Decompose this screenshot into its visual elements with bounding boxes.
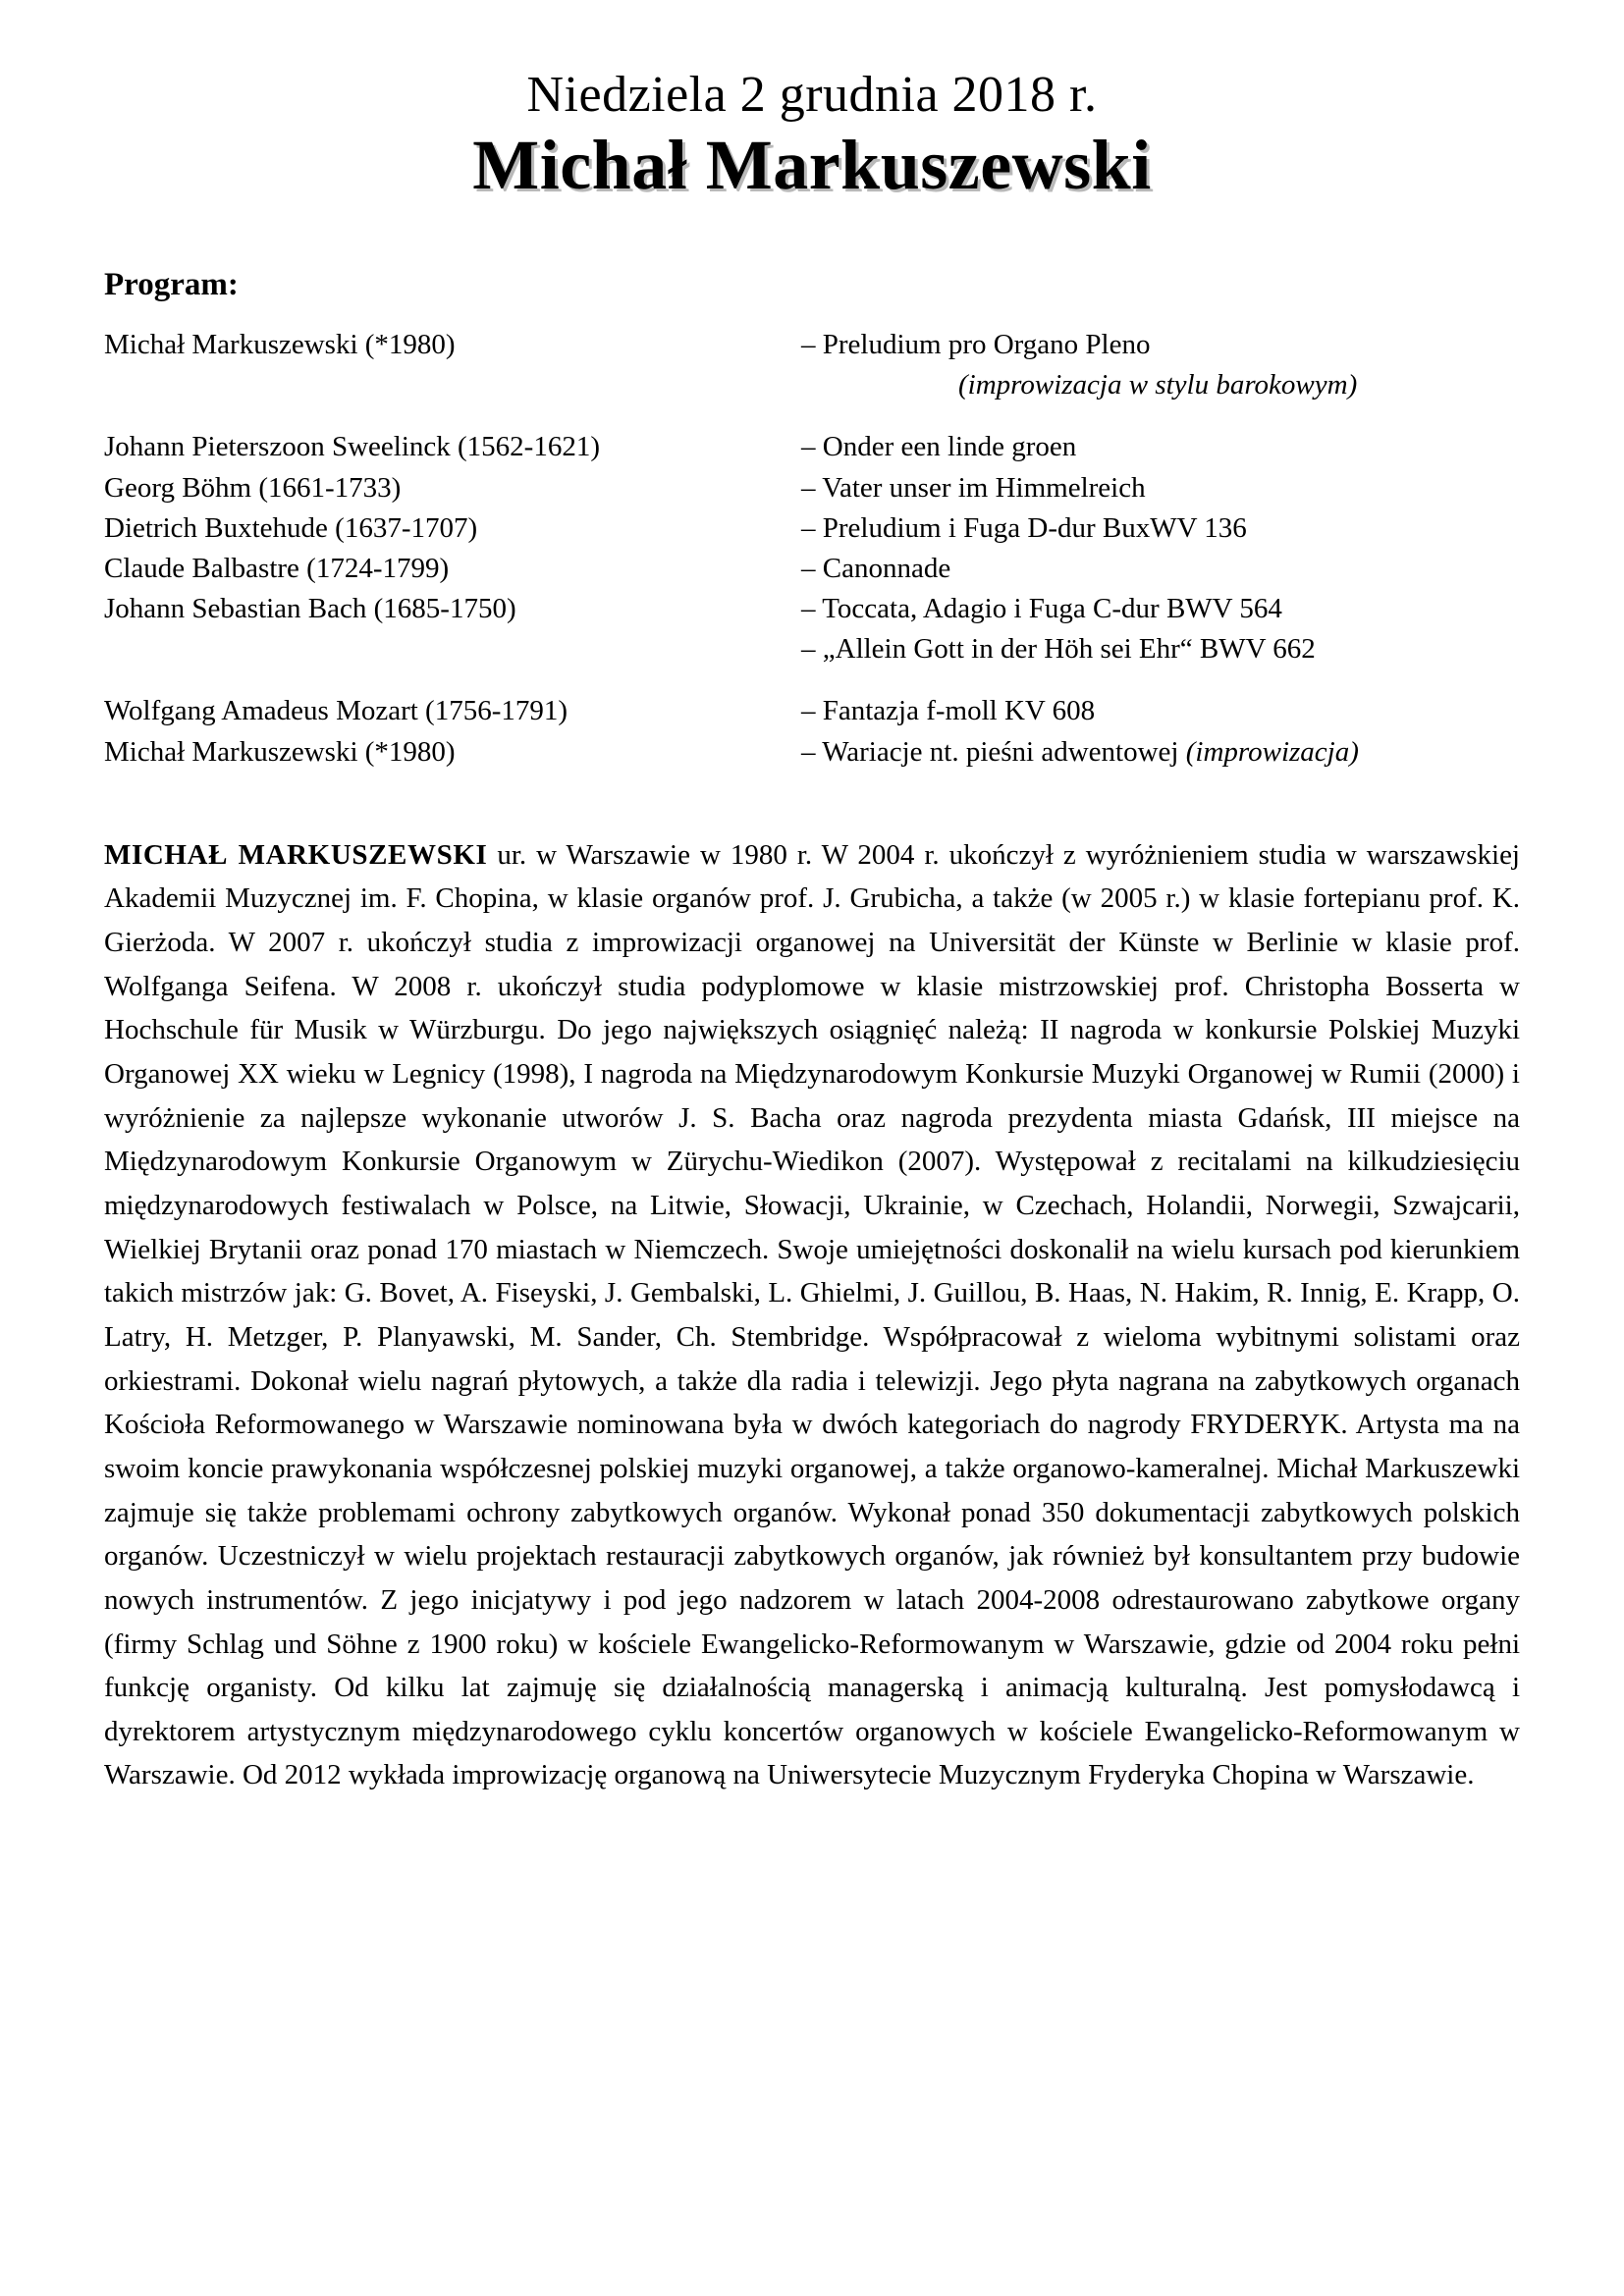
biography-text: ur. w Warszawie w 1980 r. W 2004 r. ukończył z wyróżnieniem studia w warszawskiej Akademii Muzycznej im. F. Chopina, w klasie organów prof. J. Grubicha, a także (w 2005 r.) w klasie fortepianu prof. K. Gierżoda. W 2007 r. ukończył studia z improwizacji organowej na Universität der Künste w Berlinie w klasie prof. Wolfganga Seifena. W 2008 r. ukończył studia podyplomowe w klasie mistrzowskiej prof. Christopha Bosserta w Hochschule für Musik w Würzburgu. Do jego największych osiągnięć należą: II nagroda w konkursie Polskiej Muzyki Organowej XX wieku w Legnicy (1998), I nagroda na Międzynarodowym Konkursie Muzyki Organowej w Rumii (2000) i wyróżnienie za najlepsze wykonanie utworów J. S. Bacha oraz nagroda prezydenta miasta Gdańsk, III miejsce na Międzynarodowym Konkursie Organowym w Zürychu-Wiedikon (2007). Występował z recitalami na kilkudziesięciu międzynarodowych festiwalach w Polsce, na Litwie, Słowacji, Ukrainie, w Czechach, Holandii, Norwegii, Szwajcarii, Wielkiej Brytanii oraz ponad 170 miastach w Niemczech. Swoje umiejętności doskonalił na wielu kursach pod kierunkiem takich mistrzów jak: G. Bovet, A. Fiseyski, J. Gembalski, L. Ghielmi, J. Guillou, B. Haas, N. Hakim, R. Innig, E. Krapp, O. Latry, H. Metzger, P. Planyawski, M. Sander, Ch. Stembridge. Współpracował z wieloma wybitnymi solistami oraz orkiestrami. Dokonał wielu nagrań płytowych, a także dla radia i telewizji. Jego płyta nagrana na zabytkowych organach Kościoła Reformowanego w Warszawie nominowana była w dwóch kategoriach do nagrody FRYDERYK. Artysta ma na swoim koncie prawykonania współczesnej polskiej muzyki organowej, a także organowo-kameralnej. Michał Markuszewki zajmuje się także problemami ochrony zabytkowych organów. Wykonał ponad 350 dokumentacji zabytkowych polskich organów. Uczestniczył w wielu projektach restauracji zabytkowych organów, jak również był konsultantem przy budowie nowych instrumentów. Z jego inicjatywy i pod jego nadzorem w latach 2004-2008 odrestaurowano zabytkowe organy (firmy Schlag und Söhne z 1900 roku) w kościele Ewangelicko-Reformowanym w Warszawie, gdzie od 2004 roku pełni funkcję organisty. Od kilku lat zajmuję się działalnością managerską i animacją kulturalną. Jest pomysłodawcą i dyrektorem artystycznym międzynarodowego cyklu koncertów organowych w kościele Ewangelicko-Reformowanym w Warszawie. Od 2012 wykłada improwizację organową na Uniwersytecie Muzycznym Fryderyka Chopina w Warszawie. bbox=[104, 838, 1520, 1791]
program-composer: Johann Pieterszoon Sweelinck (1562-1621) bbox=[104, 431, 600, 463]
program-row-spacer bbox=[104, 669, 1520, 691]
program-list-body bbox=[104, 325, 1520, 773]
program-work: – Canonnade bbox=[801, 552, 951, 584]
performer-name: Michał Markuszewski bbox=[472, 126, 1152, 205]
program-row bbox=[104, 691, 1520, 731]
spacer-cell-left bbox=[104, 405, 801, 427]
program-row-spacer bbox=[104, 405, 1520, 427]
spacer-cell-right bbox=[801, 405, 1520, 427]
program-row bbox=[104, 427, 1520, 467]
program-work bbox=[801, 325, 1520, 405]
program-work-note: (improwizacja) bbox=[1185, 735, 1359, 768]
program-row bbox=[104, 549, 1520, 589]
program-row bbox=[104, 325, 1520, 405]
program-composer: Johann Sebastian Bach (1685-1750) bbox=[104, 593, 516, 625]
program-work: – „Allein Gott in der Höh sei Ehr“ BWV 662 bbox=[801, 633, 1316, 666]
program-composer: Wolfgang Amadeus Mozart (1756-1791) bbox=[104, 695, 568, 727]
biography-lead: MICHAŁ MARKUSZEWSKI bbox=[104, 838, 488, 871]
program-work-subnote: (improwizacja w stylu barokowym) bbox=[958, 369, 1358, 401]
program-work: – Fantazja f-moll KV 608 bbox=[801, 695, 1096, 727]
spacer-cell-left bbox=[104, 669, 801, 691]
program-work-title: – Wariacje nt. pieśni adwentowej bbox=[801, 735, 1186, 768]
program-list bbox=[104, 325, 1520, 773]
biography-paragraph bbox=[104, 833, 1520, 1797]
program-work: – Onder een linde groen bbox=[801, 431, 1077, 463]
program-composer: Dietrich Buxtehude (1637-1707) bbox=[104, 511, 478, 544]
program-work: – Vater unser im Himmelreich bbox=[801, 471, 1146, 504]
program-composer: Michał Markuszewski (*1980) bbox=[104, 735, 456, 768]
spacer-cell-right bbox=[801, 669, 1520, 691]
program-row bbox=[104, 589, 1520, 629]
program-work bbox=[801, 732, 1520, 773]
program-heading: Program: bbox=[104, 266, 239, 302]
program-composer: Georg Böhm (1661-1733) bbox=[104, 471, 402, 504]
program-row bbox=[104, 508, 1520, 549]
program-row bbox=[104, 732, 1520, 773]
program-composer: Michał Markuszewski (*1980) bbox=[104, 328, 456, 360]
program-row bbox=[104, 629, 1520, 669]
program-work-title: – Preludium pro Organo Pleno bbox=[801, 328, 1151, 360]
program-work: – Toccata, Adagio i Fuga C-dur BWV 564 bbox=[801, 593, 1282, 625]
program-composer bbox=[104, 629, 801, 669]
program-composer: Claude Balbastre (1724-1799) bbox=[104, 552, 450, 584]
concert-date: Niedziela 2 grudnia 2018 r. bbox=[526, 67, 1098, 123]
program-work: – Preludium i Fuga D-dur BuxWV 136 bbox=[801, 511, 1247, 544]
program-row bbox=[104, 468, 1520, 508]
